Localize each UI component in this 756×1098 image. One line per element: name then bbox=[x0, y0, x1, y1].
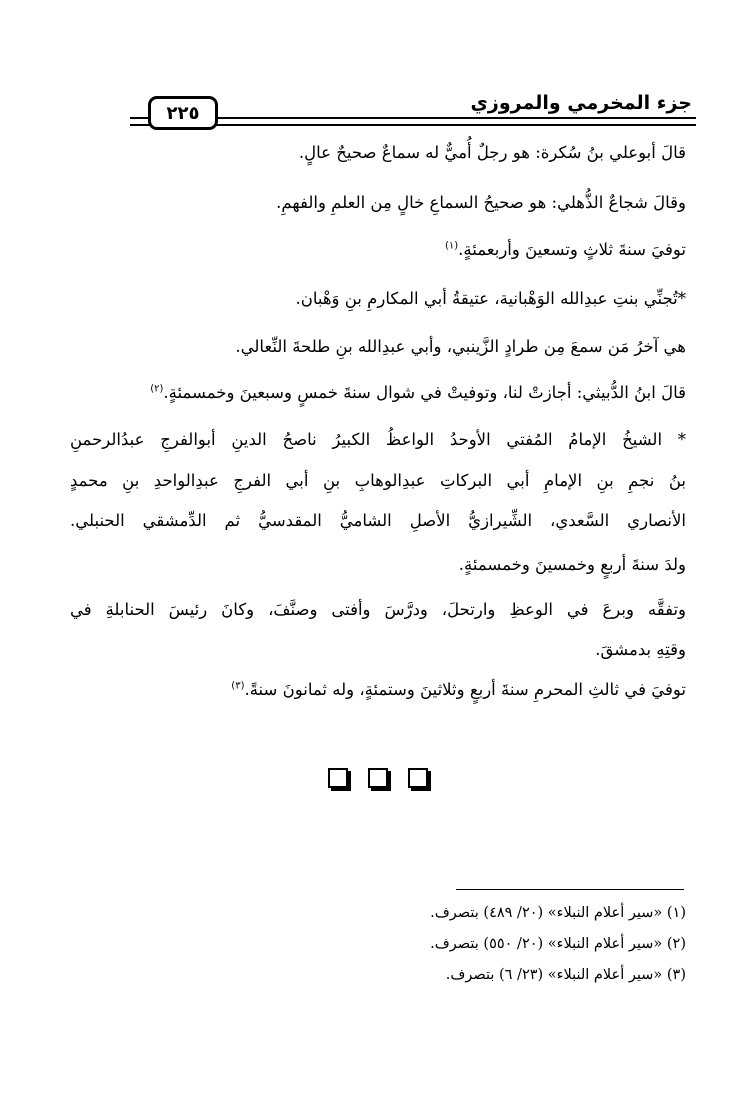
body-line-8: بنُ نجمِ بنِ الإمامِ أبي البركاتِ عبدِالوهابِ بنِ أبي الفرجِ عبدِالواحدِ بنِ محمدٍ bbox=[70, 471, 686, 490]
footnote-3 bbox=[446, 967, 686, 983]
footnote-ref-3[interactable]: (٣) bbox=[231, 680, 245, 692]
body-line-3 bbox=[70, 240, 686, 259]
footnote-marker: (٢) bbox=[666, 936, 686, 952]
footnote-text: «سير أعلام النبلاء» (٢٠/ ٤٨٩) بتصرف. bbox=[430, 905, 663, 921]
footnote-1 bbox=[430, 905, 686, 921]
footnote-2 bbox=[430, 936, 686, 952]
body-line-6-text: قالَ ابنُ الدُّبيثي: أجازتْ لنا، وتوفيتْ في شوال سنةَ خمسٍ وسبعينَ وخمسمئةٍ. bbox=[163, 383, 686, 402]
square-ornament-icon bbox=[368, 768, 388, 788]
section-separator-ornament bbox=[0, 768, 756, 788]
body-line-2: وقالَ شجاعٌ الذُّهلي: هو صحيحُ السماعِ خالٍ مِن العلمِ والفهمِ. bbox=[276, 193, 686, 212]
footnote-marker: (٣) bbox=[666, 967, 686, 983]
footnote-ref-1[interactable]: (١) bbox=[444, 240, 459, 252]
footnote-text: «سير أعلام النبلاء» (٢٣/ ٦) بتصرف. bbox=[445, 967, 663, 983]
body-line-13 bbox=[70, 680, 686, 699]
body-line-6 bbox=[70, 383, 686, 402]
body-line-1: قالَ أبوعلي بنُ سُكرة: هو رجلٌ أُميٌّ له سماعٌ صحيحٌ عالٍ. bbox=[298, 143, 686, 162]
body-line-7: * الشيخُ الإمامُ المُفتي الأوحدُ الواعظُ الكبيرُ ناصحُ الدينِ أبوالفرجِ عبدُالرحمنِ bbox=[70, 430, 686, 449]
footnote-separator-rule bbox=[456, 889, 684, 890]
body-line-4: *تُجنِّي بنتِ عبدِالله الوَهْبانية، عتيقةُ أبي المكارمِ بنِ وَهْبان. bbox=[295, 289, 686, 308]
body-line-13-text: توفيَ في ثالثِ المحرمِ سنةَ أربعٍ وثلاثينَ وستمئةٍ، وله ثمانونَ سنةً. bbox=[244, 680, 686, 699]
body-line-12: وقتِهِ بدمشقَ. bbox=[595, 640, 686, 659]
square-ornament-icon bbox=[408, 768, 428, 788]
footnote-marker: (١) bbox=[666, 905, 686, 921]
footnote-ref-2[interactable]: (٢) bbox=[150, 383, 164, 395]
square-ornament-icon bbox=[328, 768, 348, 788]
footnote-text: «سير أعلام النبلاء» (٢٠/ ٥٥٠) بتصرف. bbox=[430, 936, 663, 952]
page-number-badge bbox=[148, 96, 218, 130]
body-line-9: الأنصاري السَّعدي، الشِّيرازيُّ الأصلِ الشاميُّ المقدسيُّ ثم الدِّمشقي الحنبلي. bbox=[70, 511, 686, 530]
running-header-title: جزء المخرمي والمروزي bbox=[470, 92, 692, 114]
body-line-10: ولدَ سنةَ أربعٍ وخمسينَ وخمسمئةٍ. bbox=[458, 555, 686, 574]
body-line-11: وتفقَّه وبرعَ في الوعظِ وارتحلَ، ودرَّسَ وأفتى وصنَّفَ، وكانَ رئيسَ الحنابلةِ في bbox=[70, 600, 686, 619]
body-line-3-text: توفيَ سنةَ ثلاثٍ وتسعينَ وأربعمئةٍ. bbox=[458, 240, 686, 259]
page-number: ٢٢٥ bbox=[166, 102, 200, 124]
body-line-5: هي آخرُ مَن سمعَ مِن طرادٍ الزَّينبي، وأبي عبدِالله بنِ طلحةَ النِّعالي. bbox=[235, 337, 686, 356]
